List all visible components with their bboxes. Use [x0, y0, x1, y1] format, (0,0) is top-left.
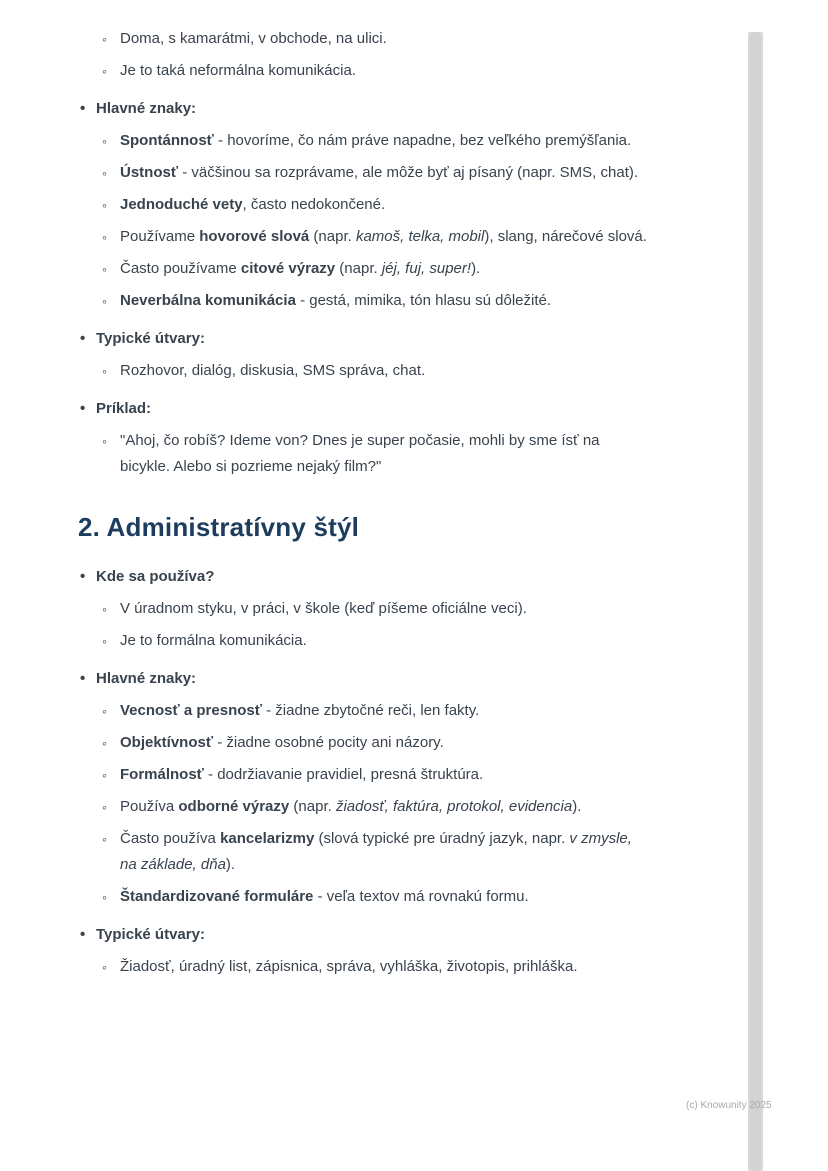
- list-item-text: Používame hovorové slová (napr. kamoš, telka, mobil), slang, nárečové slová.: [120, 228, 647, 245]
- sub-bullet-item: [0, 128, 828, 154]
- list-item-text: Používa odborné výrazy (napr. žiadosť, faktúra, protokol, evidencia).: [120, 798, 582, 815]
- list-item-text: Kde sa používa?: [96, 568, 215, 585]
- sub-bullet-item: [0, 698, 828, 724]
- circle-bullet-icon: ◦: [102, 363, 107, 379]
- circle-bullet-icon: ◦: [102, 433, 107, 449]
- circle-bullet-icon: ◦: [102, 165, 107, 181]
- sub-bullet-item: [0, 954, 828, 980]
- bullet-item: [0, 326, 828, 352]
- list-item-text: Štandardizované formuláre - veľa textov má rovnakú formu.: [120, 888, 529, 905]
- list-item-text: "Ahoj, čo robíš? Ideme von? Dnes je super počasie, mohli by sme ísť na bicykle. Alebo si pozrieme nejaký film?": [120, 432, 600, 475]
- sub-bullet-item: [0, 826, 828, 878]
- sub-bullet-item: [0, 256, 828, 282]
- sub-bullet-item: [0, 192, 828, 218]
- circle-bullet-icon: ◦: [102, 767, 107, 783]
- list-item-text: Typické útvary:: [96, 926, 205, 943]
- list-item-text: Vecnosť a presnosť - žiadne zbytočné reči, len fakty.: [120, 702, 480, 719]
- bullet-item: [0, 96, 828, 122]
- circle-bullet-icon: ◦: [102, 63, 107, 79]
- list-item-text: Žiadosť, úradný list, zápisnica, správa, vyhláška, životopis, prihláška.: [120, 958, 578, 975]
- sub-bullet-item: [0, 730, 828, 756]
- bullet-icon: •: [80, 400, 86, 417]
- scrollbar-thumb[interactable]: [750, 32, 761, 1171]
- circle-bullet-icon: ◦: [102, 799, 107, 815]
- list-item-text: Je to formálna komunikácia.: [120, 632, 307, 649]
- copyright-footer: (c) Knowunity 2025: [686, 1100, 772, 1111]
- sub-bullet-item: [0, 58, 828, 84]
- circle-bullet-icon: ◦: [102, 831, 107, 847]
- section-heading: 2. Administratívny štýl: [78, 512, 360, 542]
- list-item-text: Typické útvary:: [96, 330, 205, 347]
- list-item-text: Často používame citové výrazy (napr. jéj, fuj, super!).: [120, 260, 481, 277]
- sub-bullet-item: [0, 160, 828, 186]
- circle-bullet-icon: ◦: [102, 735, 107, 751]
- bullet-icon: •: [80, 926, 86, 943]
- bullet-icon: •: [80, 568, 86, 585]
- scrollbar-track[interactable]: [748, 32, 763, 1171]
- bullet-icon: •: [80, 330, 86, 347]
- list-item-text: Hlavné znaky:: [96, 100, 197, 117]
- circle-bullet-icon: ◦: [102, 293, 107, 309]
- list-item-text: Spontánnosť - hovoríme, čo nám práve napadne, bez veľkého premýšľania.: [120, 132, 632, 149]
- circle-bullet-icon: ◦: [102, 133, 107, 149]
- document-content: [0, 26, 828, 980]
- list-item-text: Rozhovor, dialóg, diskusia, SMS správa, chat.: [120, 362, 426, 379]
- list-item-text: Je to taká neformálna komunikácia.: [120, 62, 356, 79]
- sub-bullet-item: [0, 884, 828, 910]
- bullet-icon: •: [80, 100, 86, 117]
- list-item-text: Často používa kancelarizmy (slová typické pre úradný jazyk, napr. v zmysle, na základe, dňa).: [120, 830, 632, 873]
- circle-bullet-icon: ◦: [102, 601, 107, 617]
- sub-bullet-item: [0, 428, 828, 480]
- list-item-text: Doma, s kamarátmi, v obchode, na ulici.: [120, 30, 387, 47]
- bullet-item: [0, 396, 828, 422]
- sub-bullet-item: [0, 288, 828, 314]
- circle-bullet-icon: ◦: [102, 31, 107, 47]
- sub-bullet-item: [0, 794, 828, 820]
- list-item-text: V úradnom styku, v práci, v škole (keď píšeme oficiálne veci).: [120, 600, 527, 617]
- list-item-text: Príklad:: [96, 400, 152, 417]
- bullet-item: [0, 564, 828, 590]
- sub-bullet-item: [0, 26, 828, 52]
- circle-bullet-icon: ◦: [102, 959, 107, 975]
- circle-bullet-icon: ◦: [102, 197, 107, 213]
- list-item-text: Formálnosť - dodržiavanie pravidiel, presná štruktúra.: [120, 766, 484, 783]
- bullet-item: [0, 666, 828, 692]
- sub-bullet-item: [0, 596, 828, 622]
- circle-bullet-icon: ◦: [102, 633, 107, 649]
- sub-bullet-item: [0, 762, 828, 788]
- sub-bullet-item: [0, 628, 828, 654]
- list-item-text: Objektívnosť - žiadne osobné pocity ani názory.: [120, 734, 444, 751]
- circle-bullet-icon: ◦: [102, 261, 107, 277]
- circle-bullet-icon: ◦: [102, 229, 107, 245]
- list-item-text: Hlavné znaky:: [96, 670, 197, 687]
- list-item-text: Neverbálna komunikácia - gestá, mimika, tón hlasu sú dôležité.: [120, 292, 552, 309]
- sub-bullet-item: [0, 224, 828, 250]
- list-item-text: Ústnosť - väčšinou sa rozprávame, ale môže byť aj písaný (napr. SMS, chat).: [120, 164, 639, 181]
- sub-bullet-item: [0, 358, 828, 384]
- bullet-icon: •: [80, 670, 86, 687]
- circle-bullet-icon: ◦: [102, 703, 107, 719]
- circle-bullet-icon: ◦: [102, 889, 107, 905]
- bullet-item: [0, 922, 828, 948]
- list-item-text: Jednoduché vety, často nedokončené.: [120, 196, 386, 213]
